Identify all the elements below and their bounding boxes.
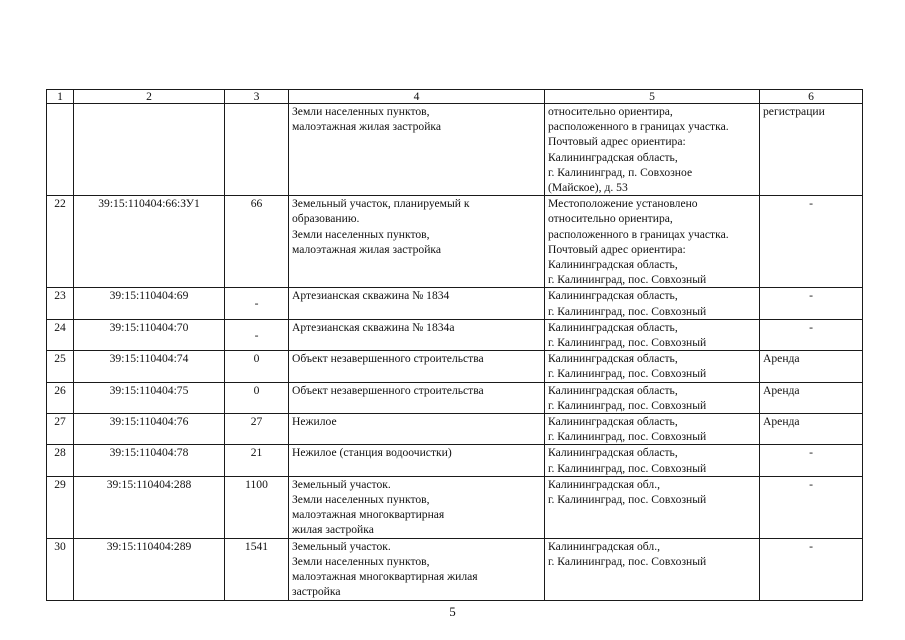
description-line: Земли населенных пунктов, xyxy=(292,554,430,568)
address-line: Калининградская область, xyxy=(548,415,678,429)
address-line: г. Калининград, пос. Совхозный xyxy=(548,398,707,412)
object-address xyxy=(545,288,760,319)
table-row xyxy=(47,351,863,382)
area-value: 1541 xyxy=(244,539,269,553)
description-line: малоэтажная жилая застройка xyxy=(292,120,442,134)
column-header-6: 6 xyxy=(760,90,863,104)
encumbrance: - xyxy=(760,196,863,288)
address-line: Калининградская область, xyxy=(548,258,678,272)
object-address xyxy=(545,319,760,350)
area-value: 0 xyxy=(253,352,260,366)
row-number: 24 xyxy=(47,319,74,350)
address-line: г. Калининград, пос. Совхозный xyxy=(548,493,707,507)
area-value: - xyxy=(254,328,259,342)
row-number: 23 xyxy=(47,288,74,319)
row-number xyxy=(47,104,74,196)
description-line: Земельный участок. xyxy=(292,539,391,553)
description-line: Нежилое xyxy=(292,415,337,429)
cadastral-number: 39:15:110404:288 xyxy=(74,476,225,538)
column-header-3: 3 xyxy=(225,90,289,104)
area-cell xyxy=(225,351,289,382)
address-line: Почтовый адрес ориентира: xyxy=(548,135,686,149)
encumbrance: Аренда xyxy=(760,382,863,413)
row-number: 27 xyxy=(47,414,74,445)
table-row xyxy=(47,288,863,319)
object-description xyxy=(289,319,545,350)
row-number: 28 xyxy=(47,445,74,476)
row-number: 29 xyxy=(47,476,74,538)
area-cell xyxy=(225,445,289,476)
object-address xyxy=(545,538,760,600)
encumbrance: - xyxy=(760,476,863,538)
description-line: Объект незавершенного строительства xyxy=(292,352,484,366)
area-value: - xyxy=(254,297,259,311)
object-address xyxy=(545,445,760,476)
address-line: Калининградская область, xyxy=(548,446,678,460)
area-cell xyxy=(225,196,289,288)
description-line: Земли населенных пунктов, xyxy=(292,493,430,507)
header-row xyxy=(47,90,863,104)
cadastral-number: 39:15:110404:69 xyxy=(74,288,225,319)
object-description xyxy=(289,351,545,382)
table-row xyxy=(47,104,863,196)
table-row xyxy=(47,445,863,476)
encumbrance: - xyxy=(760,538,863,600)
encumbrance: Аренда xyxy=(760,414,863,445)
encumbrance: - xyxy=(760,445,863,476)
address-line: Почтовый адрес ориентира: xyxy=(548,242,686,256)
address-line: расположенного в границах участка. xyxy=(548,120,729,134)
address-line: Калининградская область, xyxy=(548,289,678,303)
object-address xyxy=(545,104,760,196)
row-number: 26 xyxy=(47,382,74,413)
description-line: жилая застройка xyxy=(292,523,374,537)
row-number: 25 xyxy=(47,351,74,382)
area-cell xyxy=(225,288,289,319)
area-cell xyxy=(225,319,289,350)
address-line: г. Калининград, п. Совхозное xyxy=(548,165,693,179)
address-line: г. Калининград, пос. Совхозный xyxy=(548,554,707,568)
description-line: Объект незавершенного строительства xyxy=(292,383,484,397)
address-line: г. Калининград, пос. Совхозный xyxy=(548,304,707,318)
area-cell xyxy=(225,382,289,413)
address-line: (Майское), д. 53 xyxy=(548,181,628,195)
encumbrance: - xyxy=(760,319,863,350)
address-line: Калининградская область, xyxy=(548,352,678,366)
description-line: образованию. xyxy=(292,212,360,226)
address-line: г. Калининград, пос. Совхозный xyxy=(548,461,707,475)
description-line: Земельный участок, планируемый к xyxy=(292,197,470,211)
object-address xyxy=(545,382,760,413)
encumbrance: - xyxy=(760,288,863,319)
description-line: малоэтажная многоквартирная xyxy=(292,508,445,522)
encumbrance: регистрации xyxy=(760,104,863,196)
description-line: Земельный участок. xyxy=(292,477,391,491)
cadastral-number xyxy=(74,104,225,196)
column-header-5: 5 xyxy=(545,90,760,104)
address-line: г. Калининград, пос. Совхозный xyxy=(548,273,707,287)
address-line: Калининградская область, xyxy=(548,383,678,397)
address-line: расположенного в границах участка. xyxy=(548,227,729,241)
description-line: застройка xyxy=(292,585,341,599)
area-value: 1100 xyxy=(245,477,268,491)
cadastral-number: 39:15:110404:70 xyxy=(74,319,225,350)
table-row xyxy=(47,476,863,538)
description-line: Артезианская скважина № 1834 xyxy=(292,289,450,303)
description-line: Нежилое (станция водоочистки) xyxy=(292,446,452,460)
area-cell xyxy=(225,538,289,600)
address-line: г. Калининград, пос. Совхозный xyxy=(548,367,707,381)
object-description xyxy=(289,414,545,445)
description-line: малоэтажная многоквартирная жилая xyxy=(292,570,478,584)
area-value: 66 xyxy=(250,197,263,211)
object-address xyxy=(545,351,760,382)
object-address xyxy=(545,414,760,445)
object-description xyxy=(289,196,545,288)
address-line: Местоположение установлено xyxy=(548,197,698,211)
address-line: Калининградская обл., xyxy=(548,539,660,553)
table-body xyxy=(47,104,863,601)
cadastral-number: 39:15:110404:289 xyxy=(74,538,225,600)
column-header-4: 4 xyxy=(289,90,545,104)
description-line: Земли населенных пунктов, xyxy=(292,227,430,241)
area-cell xyxy=(225,414,289,445)
object-description xyxy=(289,538,545,600)
area-cell xyxy=(225,104,289,196)
address-line: Калининградская область, xyxy=(548,150,678,164)
area-value: 27 xyxy=(250,415,263,429)
column-header-1: 1 xyxy=(47,90,74,104)
object-address xyxy=(545,476,760,538)
address-line: Калининградская обл., xyxy=(548,477,660,491)
table-row xyxy=(47,319,863,350)
address-line: г. Калининград, пос. Совхозный xyxy=(548,336,707,350)
cadastral-number: 39:15:110404:78 xyxy=(74,445,225,476)
object-description xyxy=(289,445,545,476)
area-cell xyxy=(225,476,289,538)
area-value: 21 xyxy=(250,446,263,460)
table-row xyxy=(47,538,863,600)
table-row xyxy=(47,196,863,288)
page-number: 5 xyxy=(449,604,456,619)
object-description xyxy=(289,104,545,196)
object-description xyxy=(289,476,545,538)
area-value: 0 xyxy=(253,383,260,397)
registry-table xyxy=(46,89,863,601)
address-line: относительно ориентира, xyxy=(548,212,673,226)
cadastral-number: 39:15:110404:75 xyxy=(74,382,225,413)
row-number: 30 xyxy=(47,538,74,600)
table-row xyxy=(47,414,863,445)
object-address xyxy=(545,196,760,288)
description-line: Земли населенных пунктов, xyxy=(292,105,430,118)
address-line: г. Калининград, пос. Совхозный xyxy=(548,430,707,444)
object-description xyxy=(289,382,545,413)
cadastral-number: 39:15:110404:66:ЗУ1 xyxy=(74,196,225,288)
encumbrance: Аренда xyxy=(760,351,863,382)
description-line: Артезианская скважина № 1834а xyxy=(292,320,455,334)
row-number: 22 xyxy=(47,196,74,288)
cadastral-number: 39:15:110404:76 xyxy=(74,414,225,445)
address-line: относительно ориентира, xyxy=(548,105,673,118)
object-description xyxy=(289,288,545,319)
table-row xyxy=(47,382,863,413)
address-line: Калининградская область, xyxy=(548,320,678,334)
description-line: малоэтажная жилая застройка xyxy=(292,242,442,256)
cadastral-number: 39:15:110404:74 xyxy=(74,351,225,382)
column-header-2: 2 xyxy=(74,90,225,104)
